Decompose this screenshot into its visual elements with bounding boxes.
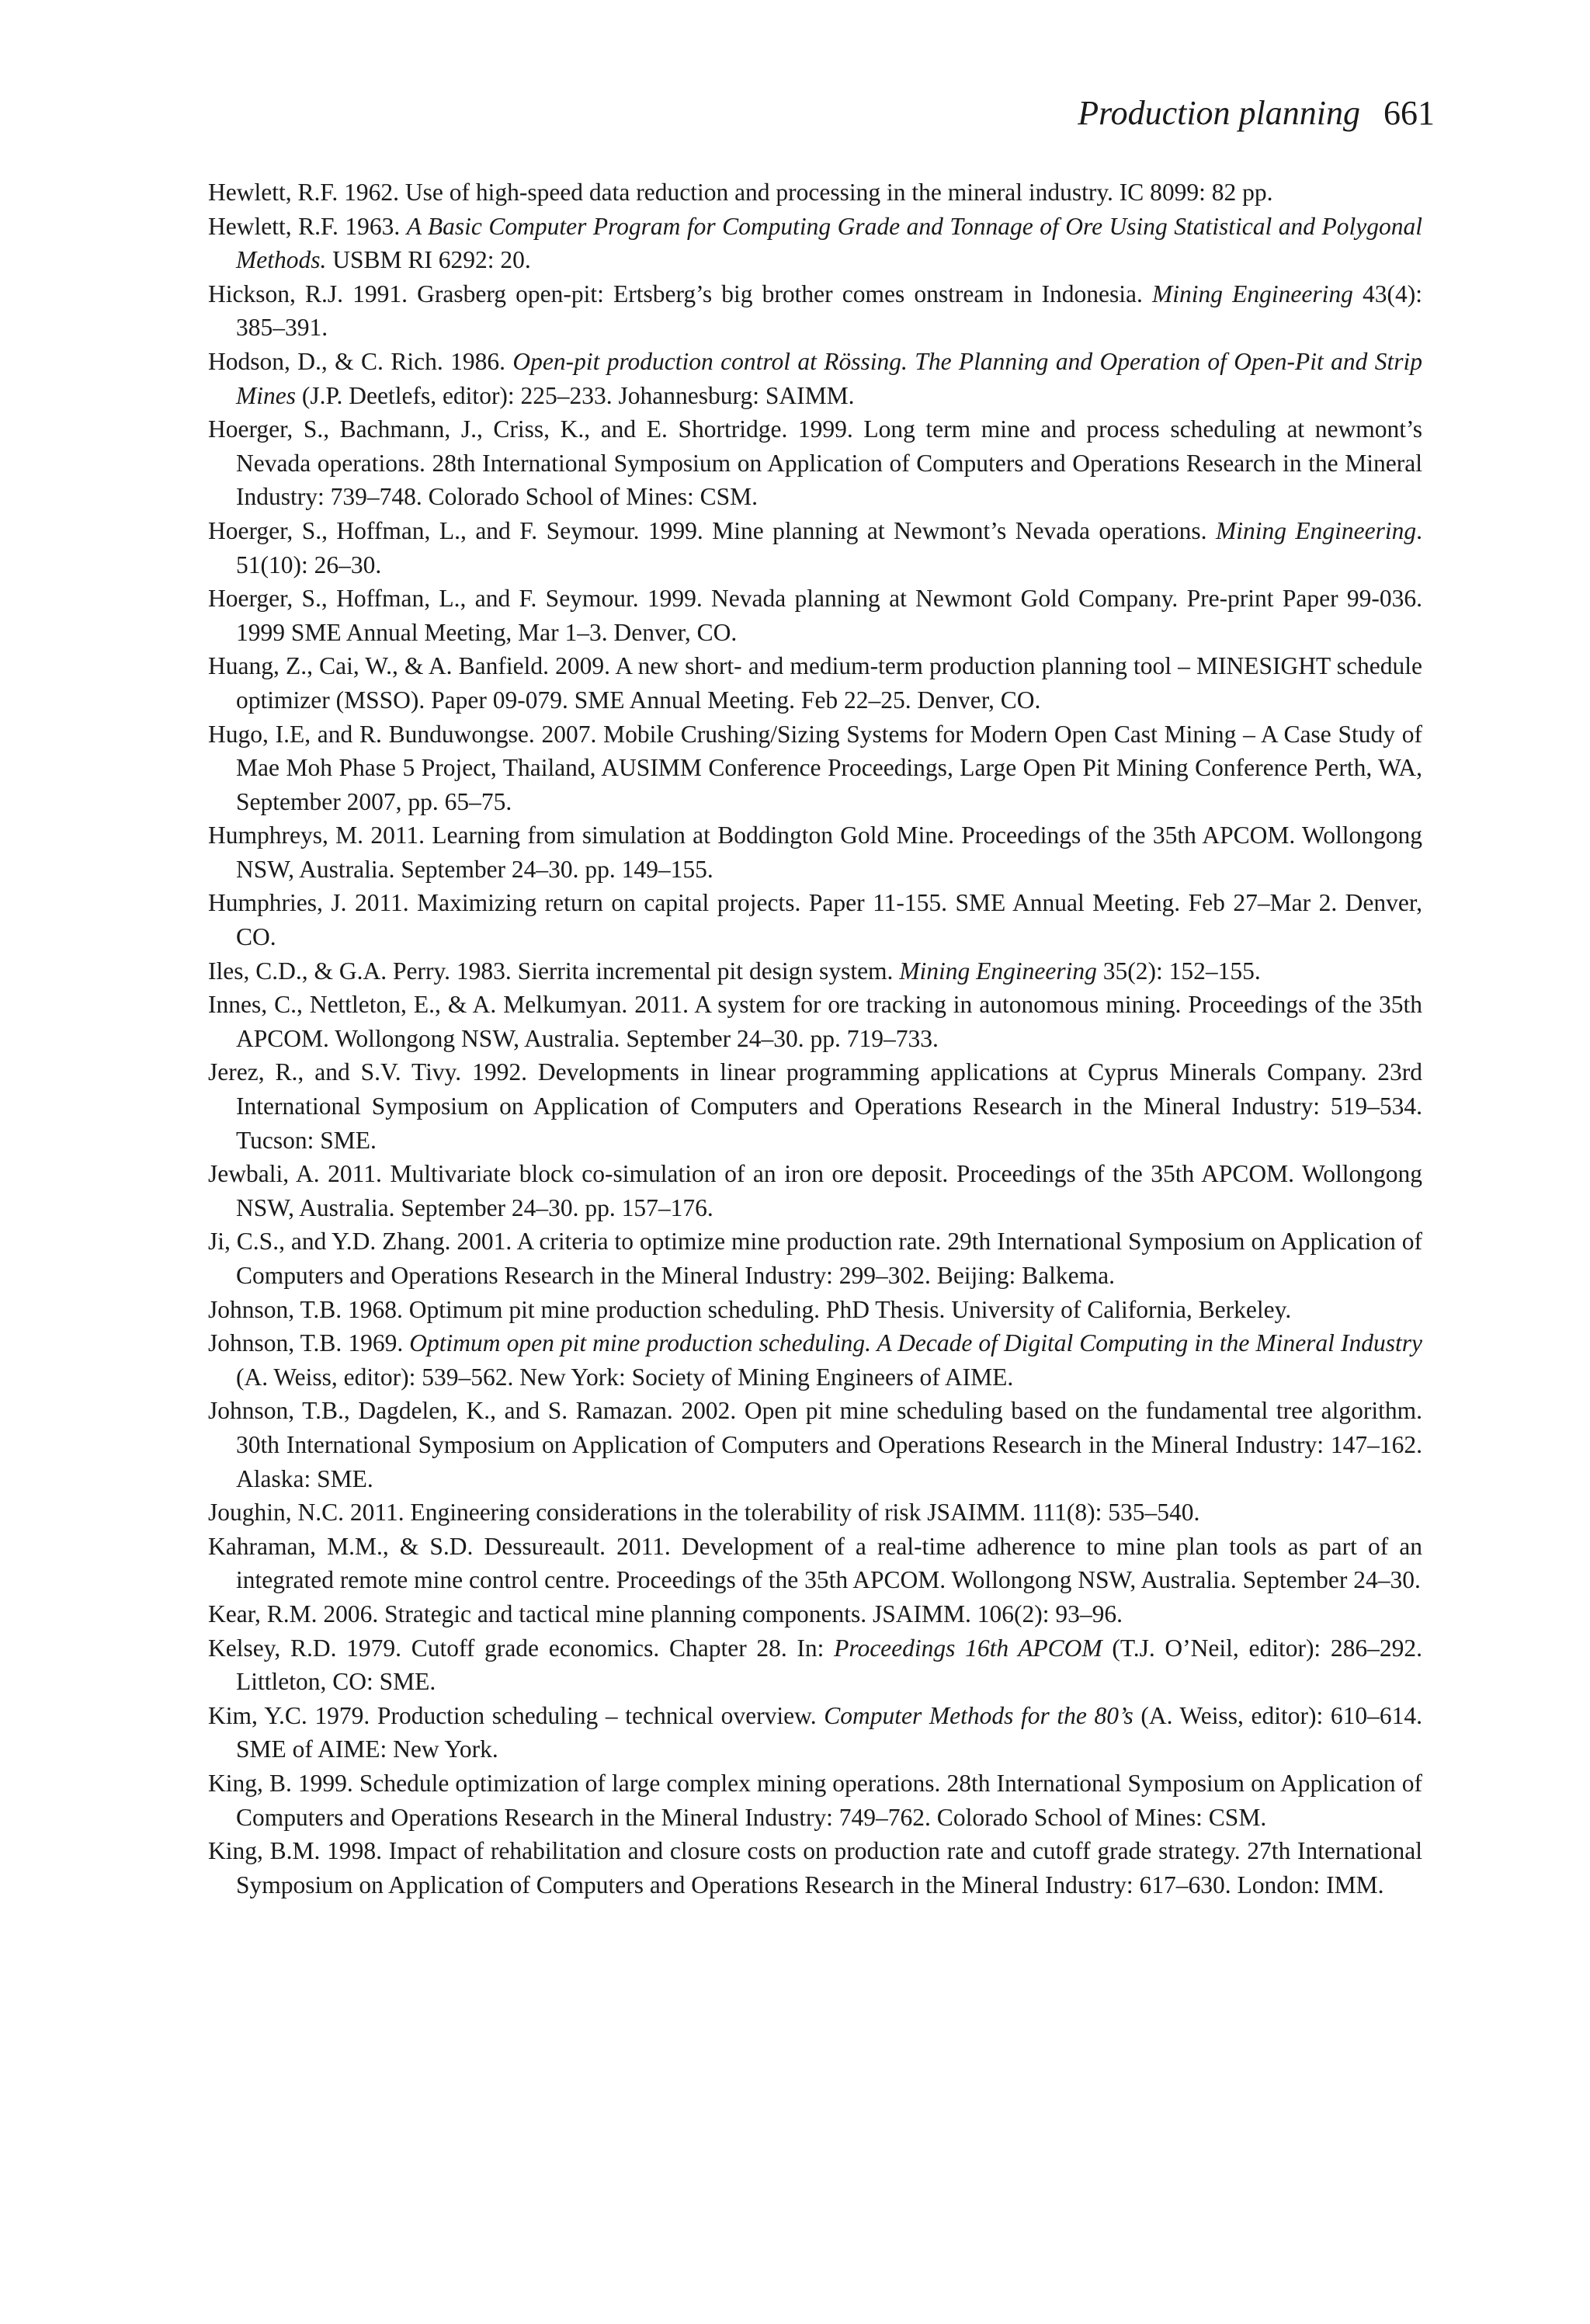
reference-entry	[208, 717, 1422, 819]
reference-text: Hoerger, S., Bachmann, J., Criss, K., and E. Shortridge. 1999. Long term mine and process scheduling at newmont’s Nevada operations. 28th International Symposium on Application of Computers and Operations Research in the Mineral Industry: 739–748. Colorado School of Mines: CSM.	[208, 415, 1422, 511]
reference-text: Kear, R.M. 2006. Strategic and tactical mine planning components. JSAIMM. 106(2): 93–96.	[208, 1600, 1123, 1627]
reference-entry	[208, 210, 1422, 277]
reference-title-italic: Mining Engineering	[1215, 516, 1417, 544]
reference-entry	[208, 1326, 1422, 1394]
reference-text: Kelsey, R.D. 1979. Cutoff grade economics. Chapter 28. In:	[208, 1634, 835, 1662]
section-title: Production planning	[1078, 94, 1360, 132]
reference-list	[208, 175, 1422, 1902]
page-number: 661	[1383, 94, 1435, 132]
reference-text: Humphries, J. 2011. Maximizing return on capital projects. Paper 11-155. SME Annual Meeting. Feb 27–Mar 2. Denver, CO.	[208, 889, 1422, 951]
reference-text: King, B.M. 1998. Impact of rehabilitation and closure costs on production rate and cutoff grade strategy. 27th International Symposium on Application of Computers and Operations Research in the Mineral Industry: 617–630. London: IMM.	[208, 1837, 1422, 1898]
reference-text: Kahraman, M.M., & S.D. Dessureault. 2011. Development of a real-time adherence to mine plan tools as part of an integrated remote mine control centre. Proceedings of the 35th APCOM. Wollongong NSW, Australia. September 24–30.	[208, 1532, 1422, 1594]
reference-text: Johnson, T.B. 1968. Optimum pit mine production scheduling. PhD Thesis. University of California, Berkeley.	[208, 1295, 1292, 1323]
reference-entry	[208, 514, 1422, 582]
reference-entry	[208, 277, 1422, 345]
reference-text: (T.J. O’Neil, editor): 286–292. Littleton, CO: SME.	[236, 1634, 1422, 1696]
reference-entry	[208, 818, 1422, 886]
running-header	[1078, 92, 1435, 135]
reference-text: 35(2): 152–155.	[1096, 957, 1261, 985]
reference-entry	[208, 412, 1422, 514]
reference-text: 43(4): 385–391.	[236, 280, 1422, 342]
reference-entry	[208, 1495, 1422, 1530]
reference-entry	[208, 1157, 1422, 1225]
reference-text: Joughin, N.C. 2011. Engineering considerations in the tolerability of risk JSAIMM. 111(8): 535–540.	[208, 1499, 1200, 1527]
reference-entry	[208, 649, 1422, 717]
reference-text: USBM RI 6292: 20.	[326, 246, 531, 274]
reference-entry	[208, 1055, 1422, 1157]
reference-text: (A. Weiss, editor): 610–614. SME of AIME: New York.	[236, 1701, 1422, 1763]
reference-entry	[208, 1597, 1422, 1631]
reference-entry	[208, 1699, 1422, 1766]
reference-title-italic: A Basic Computer Program for Computing Grade and Tonnage of Ore Using Statistical and Polygonal Methods.	[236, 212, 1422, 274]
reference-text: Hewlett, R.F. 1962. Use of high-speed data reduction and processing in the mineral industry. IC 8099: 82 pp.	[208, 179, 1273, 206]
reference-text: Jewbali, A. 2011. Multivariate block co-simulation of an iron ore deposit. Proceedings of the 35th APCOM. Wollongong NSW, Australia. September 24–30. pp. 157–176.	[208, 1160, 1422, 1221]
reference-text: (J.P. Deetlefs, editor): 225–233. Johannesburg: SAIMM.	[295, 381, 855, 409]
reference-text: Hewlett, R.F. 1963.	[208, 212, 407, 240]
reference-entry	[208, 886, 1422, 954]
reference-title-italic: Optimum open pit mine production scheduling. A Decade of Digital Computing in the Mineral Industry	[409, 1329, 1422, 1357]
reference-title-italic: Open-pit production control at Rössing. The Planning and Operation of Open-Pit and Strip Mines	[236, 347, 1422, 409]
reference-title-italic: Mining Engineering	[899, 957, 1097, 985]
reference-text: Humphreys, M. 2011. Learning from simulation at Boddington Gold Mine. Proceedings of the 35th APCOM. Wollongong NSW, Australia. September 24–30. pp. 149–155.	[208, 822, 1422, 883]
reference-text: Johnson, T.B. 1969.	[208, 1329, 410, 1357]
reference-title-italic: Mining Engineering	[1152, 280, 1353, 307]
reference-entry	[208, 1631, 1422, 1699]
reference-text: Kim, Y.C. 1979. Production scheduling – technical overview.	[208, 1701, 825, 1729]
reference-entry	[208, 954, 1422, 988]
reference-entry	[208, 1834, 1422, 1902]
reference-title-italic: Computer Methods for the 80’s	[824, 1701, 1133, 1729]
reference-text: Johnson, T.B., Dagdelen, K., and S. Ramazan. 2002. Open pit mine scheduling based on the fundamental tree algorithm. 30th International Symposium on Application of Computers and Operations Research in the Mineral Industry: 147–162. Alaska: SME.	[208, 1397, 1422, 1492]
reference-text: Hoerger, S., Hoffman, L., and F. Seymour. 1999. Nevada planning at Newmont Gold Company. Pre-print Paper 99-036. 1999 SME Annual Meeting, Mar 1–3. Denver, CO.	[208, 585, 1422, 646]
reference-text: Iles, C.D., & G.A. Perry. 1983. Sierrita incremental pit design system.	[208, 957, 900, 985]
reference-text: Hickson, R.J. 1991. Grasberg open-pit: Ertsberg’s big brother comes onstream in Indonesia.	[208, 280, 1153, 307]
reference-text: (A. Weiss, editor): 539–562. New York: Society of Mining Engineers of AIME.	[236, 1363, 1014, 1391]
reference-text: Innes, C., Nettleton, E., & A. Melkumyan. 2011. A system for ore tracking in autonomous mining. Proceedings of the 35th APCOM. Wollongong NSW, Australia. September 24–30. pp. 719–733.	[208, 991, 1422, 1052]
reference-entry	[208, 1394, 1422, 1495]
reference-entry	[208, 175, 1422, 210]
reference-entry	[208, 1530, 1422, 1597]
reference-text: Hugo, I.E, and R. Bunduwongse. 2007. Mobile Crushing/Sizing Systems for Modern Open Cast Mining – A Case Study of Mae Moh Phase 5 Project, Thailand, AUSIMM Conference Proceedings, Large Open Pit Mining Conference Perth, WA, September 2007, pp. 65–75.	[208, 720, 1422, 815]
reference-entry	[208, 1225, 1422, 1292]
reference-entry	[208, 1293, 1422, 1327]
reference-entry	[208, 1766, 1422, 1834]
reference-text: Hoerger, S., Hoffman, L., and F. Seymour. 1999. Mine planning at Newmont’s Nevada operations.	[208, 516, 1216, 544]
reference-text: Huang, Z., Cai, W., & A. Banfield. 2009. A new short- and medium-term production planning tool – MINESIGHT schedule optimizer (MSSO). Paper 09-079. SME Annual Meeting. Feb 22–25. Denver, CO.	[208, 652, 1422, 714]
reference-title-italic: Proceedings 16th APCOM	[834, 1634, 1102, 1662]
reference-entry	[208, 988, 1422, 1055]
reference-text: King, B. 1999. Schedule optimization of large complex mining operations. 28th International Symposium on Application of Computers and Operations Research in the Mineral Industry: 749–762. Colorado School of Mines: CSM.	[208, 1769, 1422, 1831]
reference-text: Hodson, D., & C. Rich. 1986.	[208, 347, 513, 375]
reference-text: Jerez, R., and S.V. Tivy. 1992. Developments in linear programming applications at Cyprus Minerals Company. 23rd International Symposium on Application of Computers and Operations Research in the Mineral Industry: 519–534. Tucson: SME.	[208, 1058, 1422, 1154]
reference-text: . 51(10): 26–30.	[236, 516, 1422, 578]
reference-text: Ji, C.S., and Y.D. Zhang. 2001. A criteria to optimize mine production rate. 29th International Symposium on Application of Computers and Operations Research in the Mineral Industry: 299–302. Beijing: Balkema.	[208, 1228, 1422, 1289]
reference-entry	[208, 582, 1422, 649]
reference-entry	[208, 345, 1422, 412]
